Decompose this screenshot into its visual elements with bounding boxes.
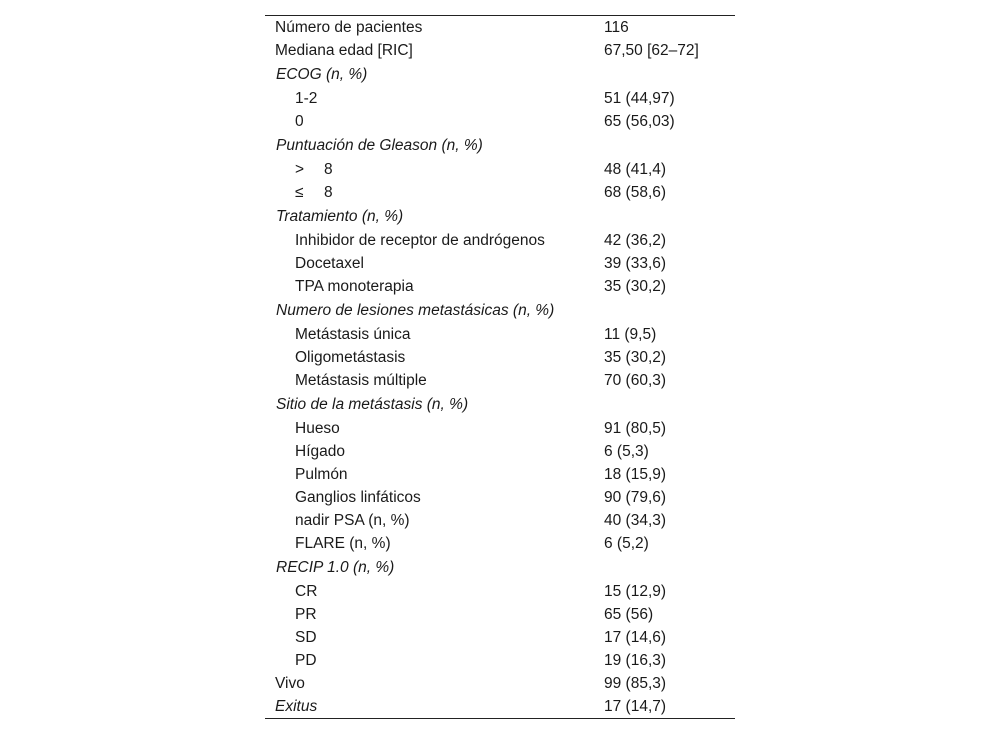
table-row	[265, 532, 735, 555]
table-row	[265, 580, 735, 603]
section-label: Tratamiento (n, %)	[276, 208, 404, 225]
row-value: 11 (9,5)	[604, 326, 657, 343]
row-label: SD	[295, 629, 317, 646]
table-row	[265, 369, 735, 392]
section-label: Numero de lesiones metastásicas (n, %)	[276, 302, 555, 319]
row-value: 48 (41,4)	[604, 161, 667, 178]
table-row	[265, 323, 735, 346]
row-value: 67,50 [62–72]	[604, 42, 699, 59]
row-label: FLARE (n, %)	[295, 535, 391, 552]
row-label: CR	[295, 583, 318, 600]
section-label: RECIP 1.0 (n, %)	[276, 559, 395, 576]
table-row	[265, 229, 735, 252]
row-value: 6 (5,3)	[604, 443, 649, 460]
row-value: 15 (12,9)	[604, 583, 667, 600]
table-row	[265, 252, 735, 275]
table-row	[265, 158, 735, 181]
section-heading	[265, 555, 735, 580]
row-label: Inhibidor de receptor de andrógenos	[295, 232, 545, 249]
row-label: TPA monoterapia	[295, 278, 414, 295]
table-row	[265, 463, 735, 486]
row-value: 40 (34,3)	[604, 512, 667, 529]
table-row	[265, 440, 735, 463]
table-row	[265, 417, 735, 440]
row-label: PR	[295, 606, 317, 623]
table-row	[265, 603, 735, 626]
row-label: 1-2	[295, 90, 318, 107]
section-label: ECOG (n, %)	[276, 66, 368, 83]
row-label: Hígado	[295, 443, 345, 460]
row-label: 8	[324, 184, 333, 201]
row-value: 35 (30,2)	[604, 349, 667, 366]
less-equal-symbol: ≤	[295, 184, 304, 201]
row-value: 6 (5,2)	[604, 535, 649, 552]
table-row	[265, 695, 735, 718]
row-label: Mediana edad [RIC]	[275, 42, 413, 59]
table-row	[265, 672, 735, 695]
row-value: 18 (15,9)	[604, 466, 667, 483]
table-row	[265, 110, 735, 133]
row-label: Ganglios linfáticos	[295, 489, 421, 506]
table-row	[265, 626, 735, 649]
table-row	[265, 275, 735, 298]
patient-characteristics-table	[265, 15, 735, 719]
section-heading	[265, 392, 735, 417]
row-label: Docetaxel	[295, 255, 364, 272]
table-row	[265, 509, 735, 532]
row-value: 42 (36,2)	[604, 232, 667, 249]
table-row	[265, 346, 735, 369]
section-heading	[265, 133, 735, 158]
row-label: 0	[295, 113, 304, 130]
row-value: 51 (44,97)	[604, 90, 675, 107]
greater-than-symbol: >	[295, 161, 305, 178]
row-label: Número de pacientes	[275, 19, 423, 36]
section-label: Sitio de la metástasis (n, %)	[276, 396, 469, 413]
row-value: 65 (56)	[604, 606, 654, 623]
row-value: 17 (14,6)	[604, 629, 667, 646]
table-row	[265, 486, 735, 509]
section-label: Puntuación de Gleason (n, %)	[276, 137, 483, 154]
row-value: 99 (85,3)	[604, 675, 667, 692]
row-label: Exitus	[275, 698, 318, 715]
row-value: 91 (80,5)	[604, 420, 667, 437]
table-row	[265, 181, 735, 204]
row-label: Metástasis múltiple	[295, 372, 427, 389]
table-row	[265, 649, 735, 672]
row-label: nadir PSA (n, %)	[295, 512, 410, 529]
table-row	[265, 39, 735, 62]
section-heading	[265, 204, 735, 229]
row-value: 19 (16,3)	[604, 652, 667, 669]
section-heading	[265, 62, 735, 87]
row-value: 17 (14,7)	[604, 698, 667, 715]
row-value: 65 (56,03)	[604, 113, 675, 130]
table-row	[265, 87, 735, 110]
row-value: 68 (58,6)	[604, 184, 667, 201]
table-row	[265, 16, 735, 39]
row-label: Metástasis única	[295, 326, 411, 343]
row-value: 39 (33,6)	[604, 255, 667, 272]
row-value: 35 (30,2)	[604, 278, 667, 295]
row-label: PD	[295, 652, 317, 669]
row-value: 116	[604, 19, 629, 36]
row-label: 8	[324, 161, 333, 178]
row-value: 70 (60,3)	[604, 372, 667, 389]
row-label: Vivo	[275, 675, 305, 692]
section-heading	[265, 298, 735, 323]
row-label: Oligometástasis	[295, 349, 406, 366]
row-label: Pulmón	[295, 466, 348, 483]
row-value: 90 (79,6)	[604, 489, 667, 506]
row-label: Hueso	[295, 420, 340, 437]
